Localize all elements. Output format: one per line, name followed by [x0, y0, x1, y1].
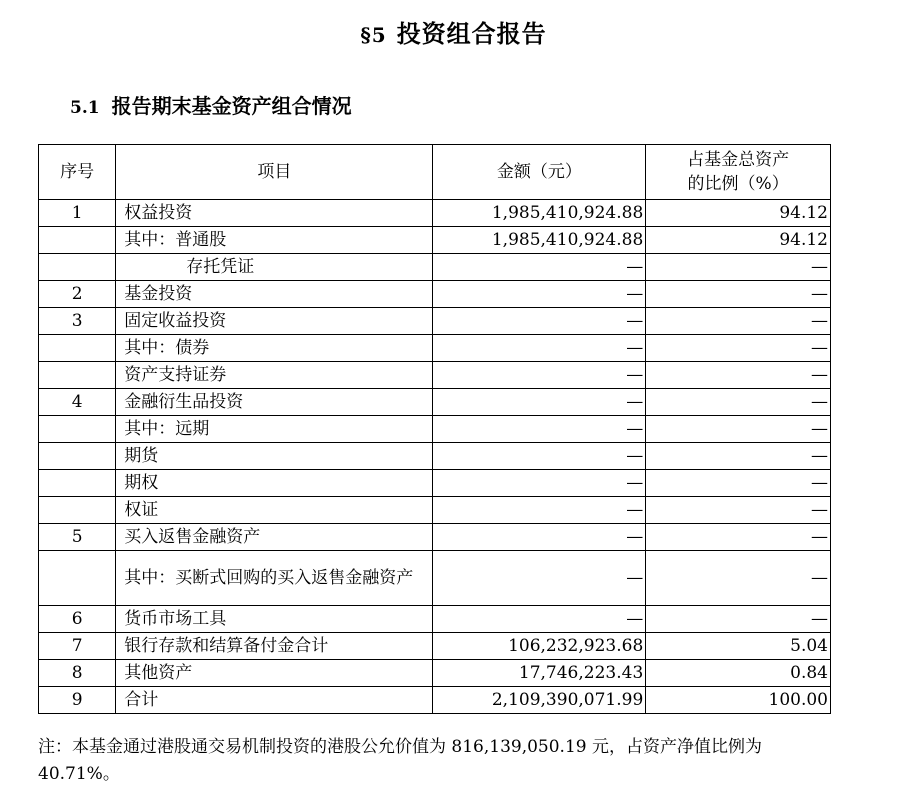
- row-pct: —: [646, 497, 831, 524]
- row-amount: —: [433, 470, 646, 497]
- table-row: [39, 281, 831, 308]
- row-pct: —: [646, 416, 831, 443]
- row-no: 5: [39, 524, 116, 551]
- table-row: [39, 606, 831, 633]
- table-row: [39, 254, 831, 281]
- row-amount: —: [433, 443, 646, 470]
- row-pct: —: [646, 551, 831, 606]
- row-item: 资产支持证券: [116, 362, 433, 389]
- row-pct: 94.12: [646, 200, 831, 227]
- row-pct: —: [646, 281, 831, 308]
- row-no: 2: [39, 281, 116, 308]
- row-pct: 100.00: [646, 687, 831, 714]
- row-item: 合计: [116, 687, 433, 714]
- row-no: 1: [39, 200, 116, 227]
- table-row: [39, 524, 831, 551]
- row-pct: —: [646, 606, 831, 633]
- section-title: [0, 14, 907, 49]
- row-item: 其中：远期: [116, 416, 433, 443]
- row-item: 买入返售金融资产: [116, 524, 433, 551]
- table-row: [39, 443, 831, 470]
- row-item: 其中：买断式回购的买入返售金融资产: [116, 551, 433, 606]
- subsection-title: [70, 90, 352, 119]
- row-no: [39, 227, 116, 254]
- row-no: [39, 497, 116, 524]
- table-row-total: [39, 687, 831, 714]
- row-no: [39, 443, 116, 470]
- table-row: [39, 497, 831, 524]
- header-item: 项目: [116, 145, 433, 200]
- table-row: [39, 633, 831, 660]
- row-amount: —: [433, 281, 646, 308]
- row-no: 9: [39, 687, 116, 714]
- footnote: 注：本基金通过港股通交易机制投资的港股公允价值为 816,139,050.19 元，占资产净值比例为 40.71%。: [38, 737, 762, 784]
- table-header-row: [39, 145, 831, 200]
- row-pct: 0.84: [646, 660, 831, 687]
- row-no: [39, 470, 116, 497]
- row-item: 金融衍生品投资: [116, 389, 433, 416]
- table-row: [39, 227, 831, 254]
- row-item: 银行存款和结算备付金合计: [116, 633, 433, 660]
- row-amount: —: [433, 606, 646, 633]
- row-amount: —: [433, 416, 646, 443]
- row-item: 其中：普通股: [116, 227, 433, 254]
- row-item: 存托凭证: [116, 254, 433, 281]
- table-row: [39, 660, 831, 687]
- table-row: [39, 416, 831, 443]
- row-amount: 1,985,410,924.88: [433, 227, 646, 254]
- row-amount: 1,985,410,924.88: [433, 200, 646, 227]
- row-no: [39, 254, 116, 281]
- row-item: 货币市场工具: [116, 606, 433, 633]
- row-amount: —: [433, 389, 646, 416]
- row-amount: —: [433, 524, 646, 551]
- row-item: 权益投资: [116, 200, 433, 227]
- row-pct: —: [646, 524, 831, 551]
- row-amount: —: [433, 497, 646, 524]
- header-pct: [646, 145, 831, 200]
- subsection-title-text: 报告期末基金资产组合情况: [111, 94, 352, 118]
- row-item: 权证: [116, 497, 433, 524]
- table-row: [39, 308, 831, 335]
- header-pct-line1: 占基金总资产: [687, 150, 790, 170]
- row-amount: —: [433, 551, 646, 606]
- row-pct: —: [646, 254, 831, 281]
- row-no: 7: [39, 633, 116, 660]
- row-amount: —: [433, 335, 646, 362]
- row-no: 8: [39, 660, 116, 687]
- asset-portfolio-table: [38, 144, 831, 714]
- row-pct: —: [646, 362, 831, 389]
- section-number: §5: [360, 23, 387, 47]
- row-no: [39, 362, 116, 389]
- header-pct-line2: 的比例（%）: [687, 174, 789, 194]
- subsection-number: 5.1: [70, 98, 100, 118]
- row-pct: —: [646, 443, 831, 470]
- row-amount: 2,109,390,071.99: [433, 687, 646, 714]
- row-no: 6: [39, 606, 116, 633]
- row-pct: 94.12: [646, 227, 831, 254]
- row-no: [39, 335, 116, 362]
- row-item: 固定收益投资: [116, 308, 433, 335]
- row-amount: —: [433, 254, 646, 281]
- row-item: 其中：债券: [116, 335, 433, 362]
- row-amount: 17,746,223.43: [433, 660, 646, 687]
- table-row: [39, 200, 831, 227]
- header-no: 序号: [39, 145, 116, 200]
- row-item: 期货: [116, 443, 433, 470]
- row-no: 4: [39, 389, 116, 416]
- row-pct: —: [646, 389, 831, 416]
- row-amount: —: [433, 308, 646, 335]
- table-row: [39, 389, 831, 416]
- row-no: 3: [39, 308, 116, 335]
- table-row: [39, 470, 831, 497]
- row-item: 期权: [116, 470, 433, 497]
- row-no: [39, 551, 116, 606]
- section-title-text: 投资组合报告: [396, 20, 547, 48]
- table-row: [39, 362, 831, 389]
- table-row: [39, 335, 831, 362]
- row-item: 其他资产: [116, 660, 433, 687]
- header-amount: 金额（元）: [433, 145, 646, 200]
- row-item: 基金投资: [116, 281, 433, 308]
- row-pct: 5.04: [646, 633, 831, 660]
- row-pct: —: [646, 335, 831, 362]
- table-row: [39, 551, 831, 606]
- row-pct: —: [646, 308, 831, 335]
- row-amount: 106,232,923.68: [433, 633, 646, 660]
- row-pct: —: [646, 470, 831, 497]
- row-amount: —: [433, 362, 646, 389]
- row-no: [39, 416, 116, 443]
